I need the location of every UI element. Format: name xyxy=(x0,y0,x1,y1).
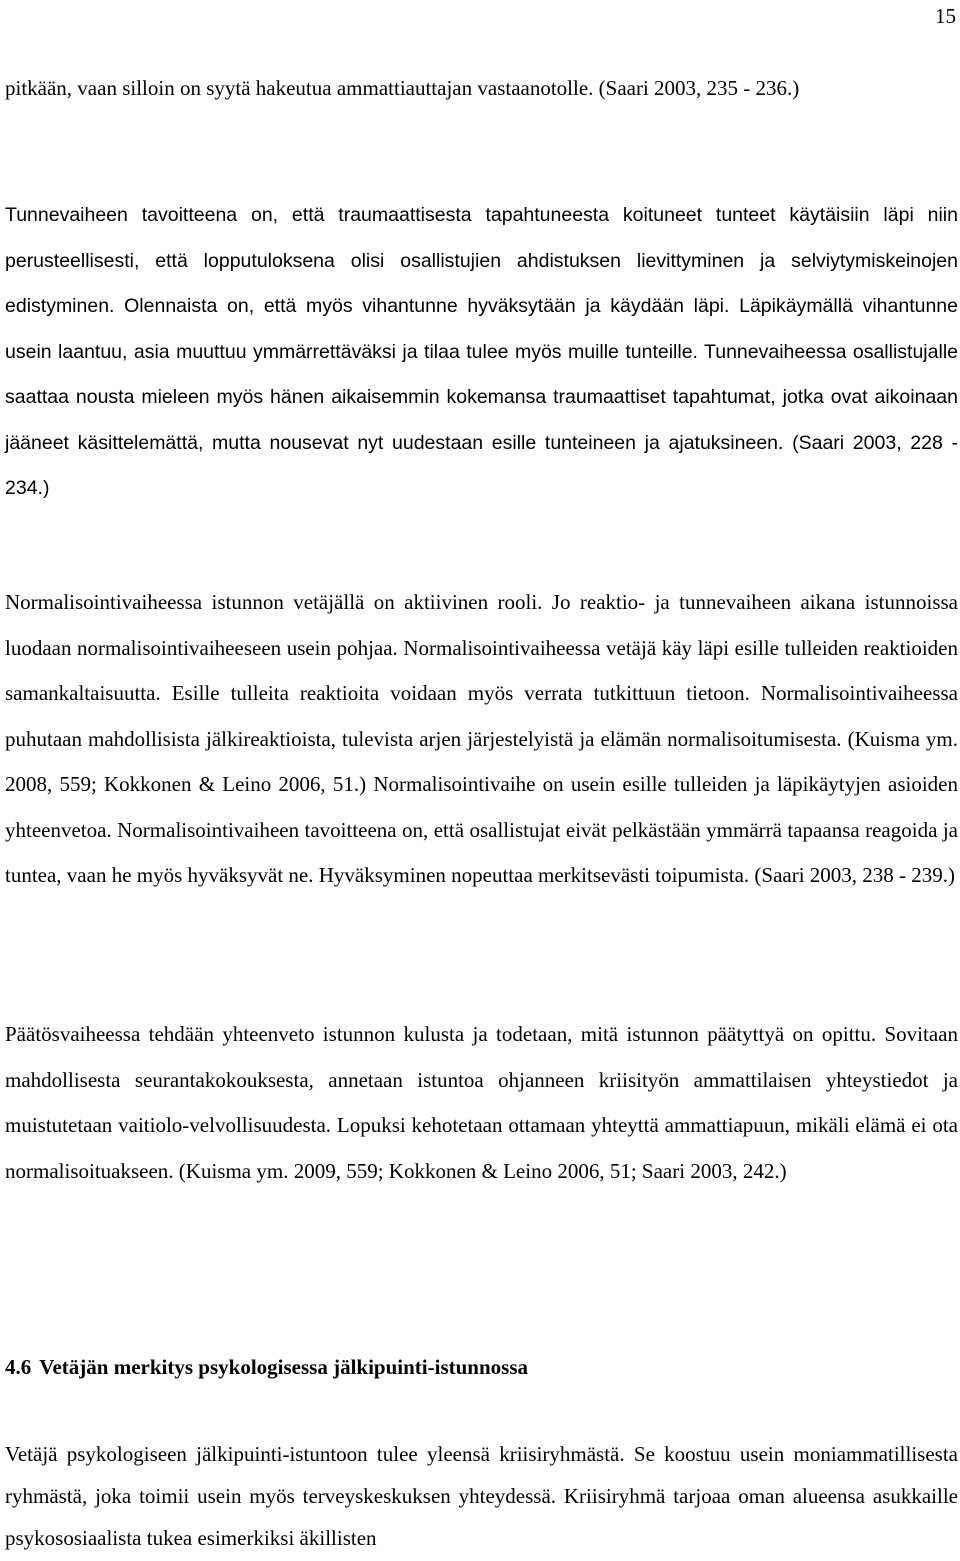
paragraph-intro-continuation: pitkään, vaan silloin on syytä hakeutua ammattiauttajan vastaanotolle. (Saari 2003, 235 - 236.) xyxy=(5,76,800,100)
paragraph-tunnevaihe: Tunnevaiheen tavoitteena on, että traumaattisesta tapahtuneesta koituneet tunteet käytäisiin läpi niin perusteellisesti, että lopputuloksena olisi osallistujien ahdistuksen lievittyminen ja selviytymiskeinojen edistyminen. Olennaista on, että myös vihantunne hyväksytään ja käydään läpi. Läpikäymällä vihantunne usein laantuu, asia muuttuu ymmärrettäväksi ja tilaa tulee myös muille tunteille. Tunnevaiheessa osallistujalle saattaa nousta mieleen myös hänen aikaisemmin kokemansa traumaattiset tapahtumat, jotka ovat aikoinaan jääneet käsittelemättä, mutta nousevat nyt uudestaan esille tunteineen ja ajatuksineen. (Saari 2003, 228 - 234.) xyxy=(5,204,958,499)
section-heading xyxy=(5,1353,958,1381)
paragraph-normalisointivaihe: Normalisointivaiheessa istunnon vetäjällä on aktiivinen rooli. Jo reaktio- ja tunnevaiheen aikana istunnoissa luodaan normalisointivaiheeseen usein pohjaa. Normalisointivaiheessa vetäjä käy läpi esille tulleiden reaktioiden samankaltaisuutta. Esille tulleita reaktioita voidaan myös verrata tutkittuun tietoon. Normalisointivaiheessa puhutaan mahdollisista jälkireaktioista, tulevista arjen järjestelyistä ja elämän normalisoitumisesta. (Kuisma ym. 2008, 559; Kokkonen & Leino 2006, 51.) Normalisointivaihe on usein esille tulleiden ja läpikäytyjen asioiden yhteenvetoa. Normalisointivaiheen tavoitteena on, että osallistujat eivät pelkästään ymmärrä tapaansa reagoida ja tuntea, vaan he myös hyväksyvät ne. Hyväksyminen nopeuttaa merkitsevästi toipumista. (Saari 2003, 238 - 239.) xyxy=(5,590,958,887)
paragraph-vetaja: Vetäjä psykologiseen jälkipuinti-istuntoon tulee yleensä kriisiryhmästä. Se koostuu usein moniammatillisesta ryhmästä, joka toimii usein myös terveyskeskuksen yhteydessä. Kriisiryhmä tarjoaa oman alueensa asukkaille psykososiaalista tukea esimerkiksi äkillisten xyxy=(5,1442,958,1550)
paragraph-paatosvaihe: Päätösvaiheessa tehdään yhteenveto istunnon kulusta ja todetaan, mitä istunnon päätyttyä on opittu. Sovitaan mahdollisesta seurantakokouksesta, annetaan istuntoa ohjanneen kriisityön ammattilaisen yhteystiedot ja muistutetaan vaitiolo-velvollisuudesta. Lopuksi kehotetaan ottamaan yhteyttä ammattiapuun, mikäli elämä ei ota normalisoituakseen. (Kuisma ym. 2009, 559; Kokkonen & Leino 2006, 51; Saari 2003, 242.) xyxy=(5,1022,958,1183)
page-number: 15 xyxy=(935,4,956,28)
section-number: 4.6 xyxy=(5,1355,32,1379)
section-title: Vetäjän merkitys psykologisessa jälkipuinti-istunnossa xyxy=(39,1355,528,1379)
